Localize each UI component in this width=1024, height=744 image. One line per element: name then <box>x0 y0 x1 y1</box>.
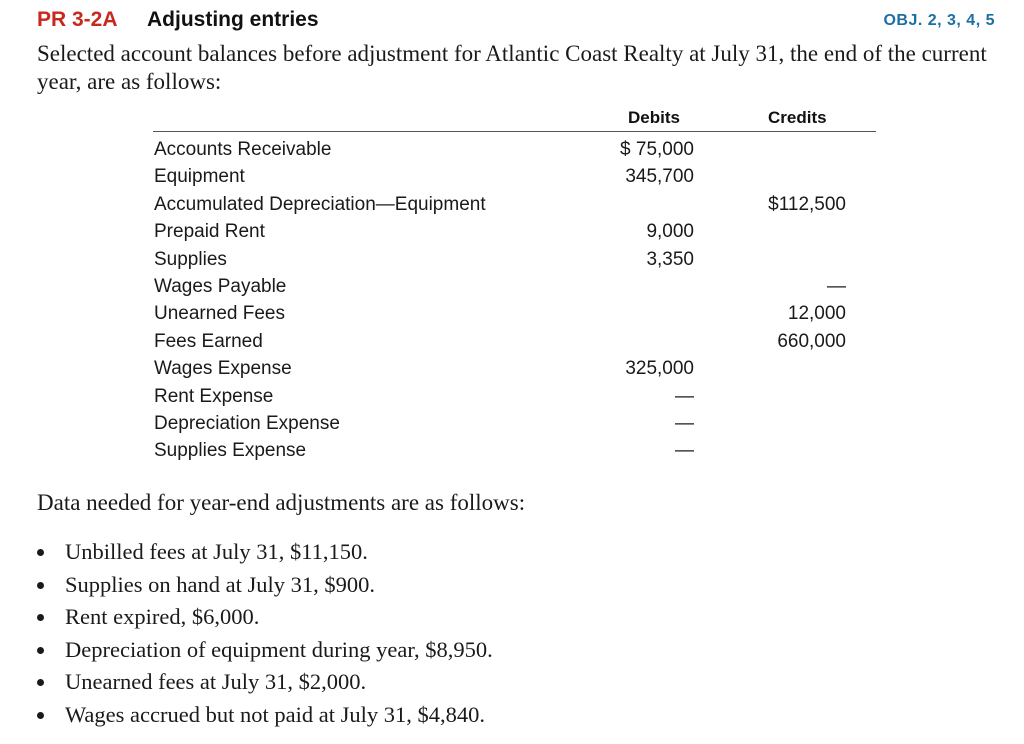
account-name: Prepaid Rent <box>154 221 265 243</box>
table-row <box>153 383 876 410</box>
table-row <box>153 355 876 382</box>
debit-amount: — <box>675 385 694 407</box>
list-item <box>37 569 937 602</box>
table-row <box>153 163 876 190</box>
list-item <box>37 601 937 634</box>
debits-column-header: Debits <box>628 108 680 127</box>
debit-amount: 325,000 <box>625 358 694 380</box>
list-item <box>37 666 937 699</box>
adjustment-text: Unbilled fees at July 31, $11,150. <box>65 539 368 564</box>
account-name: Supplies Expense <box>154 440 307 462</box>
account-name: Unearned Fees <box>154 303 285 325</box>
table-row <box>153 136 876 163</box>
adjustments-list <box>37 536 937 732</box>
credit-amount: $112,500 <box>768 193 846 215</box>
adjustment-text: Depreciation of equipment during year, $8,950. <box>65 636 493 662</box>
problem-header <box>37 8 995 36</box>
credit-amount: 12,000 <box>787 303 846 325</box>
account-name: Equipment <box>154 166 245 188</box>
adjustment-text: Wages accrued but not paid at July 31, $4,840. <box>65 701 485 727</box>
list-item <box>37 699 937 732</box>
account-name: Wages Payable <box>154 275 287 297</box>
credit-amount: — <box>827 275 846 297</box>
table-row <box>153 246 876 273</box>
objectives-label: OBJ. 2, 3, 4, 5 <box>883 12 995 29</box>
bullet-icon <box>37 647 44 654</box>
intro-paragraph: Selected account balances before adjustment for Atlantic Coast Realty at July 31, the end of the current year, are as follows: <box>37 41 987 94</box>
list-item <box>37 536 937 569</box>
debit-amount: $ 75,000 <box>620 139 694 160</box>
account-name: Depreciation Expense <box>154 412 340 434</box>
problem-number: PR 3-2A <box>37 8 118 31</box>
adjustments-heading: Data needed for year-end adjustments are as follows: <box>37 490 526 515</box>
table-row <box>153 191 876 218</box>
account-name: Accounts Receivable <box>154 139 332 160</box>
debit-amount: 9,000 <box>646 221 694 243</box>
debit-amount: — <box>675 412 694 434</box>
table-row <box>153 437 876 464</box>
table-row <box>153 328 876 355</box>
adjustment-text: Rent expired, $6,000. <box>65 604 260 630</box>
table-row <box>153 300 876 327</box>
account-name: Fees Earned <box>154 330 263 352</box>
account-name: Wages Expense <box>154 358 292 380</box>
debit-amount: — <box>675 440 694 462</box>
bullet-icon <box>37 582 44 589</box>
account-name: Accumulated Depreciation—Equipment <box>154 193 486 215</box>
account-name: Rent Expense <box>154 385 274 407</box>
problem-title: Adjusting entries <box>147 8 319 31</box>
table-header-rule <box>153 131 876 132</box>
bullet-icon <box>37 712 44 719</box>
bullet-icon <box>37 679 44 686</box>
credits-column-header: Credits <box>768 108 827 127</box>
bullet-icon <box>37 614 44 621</box>
account-balances-table <box>153 136 876 465</box>
adjustment-text: Unearned fees at July 31, $2,000. <box>65 669 367 695</box>
bullet-icon <box>37 549 44 556</box>
account-name: Supplies <box>154 248 227 270</box>
table-row <box>153 410 876 437</box>
table-row <box>153 273 876 300</box>
table-row <box>153 218 876 245</box>
debit-amount: 345,700 <box>625 166 694 188</box>
debit-amount: 3,350 <box>646 248 694 270</box>
adjustment-text: Supplies on hand at July 31, $900. <box>65 571 375 597</box>
credit-amount: 660,000 <box>777 330 846 352</box>
list-item <box>37 634 937 667</box>
